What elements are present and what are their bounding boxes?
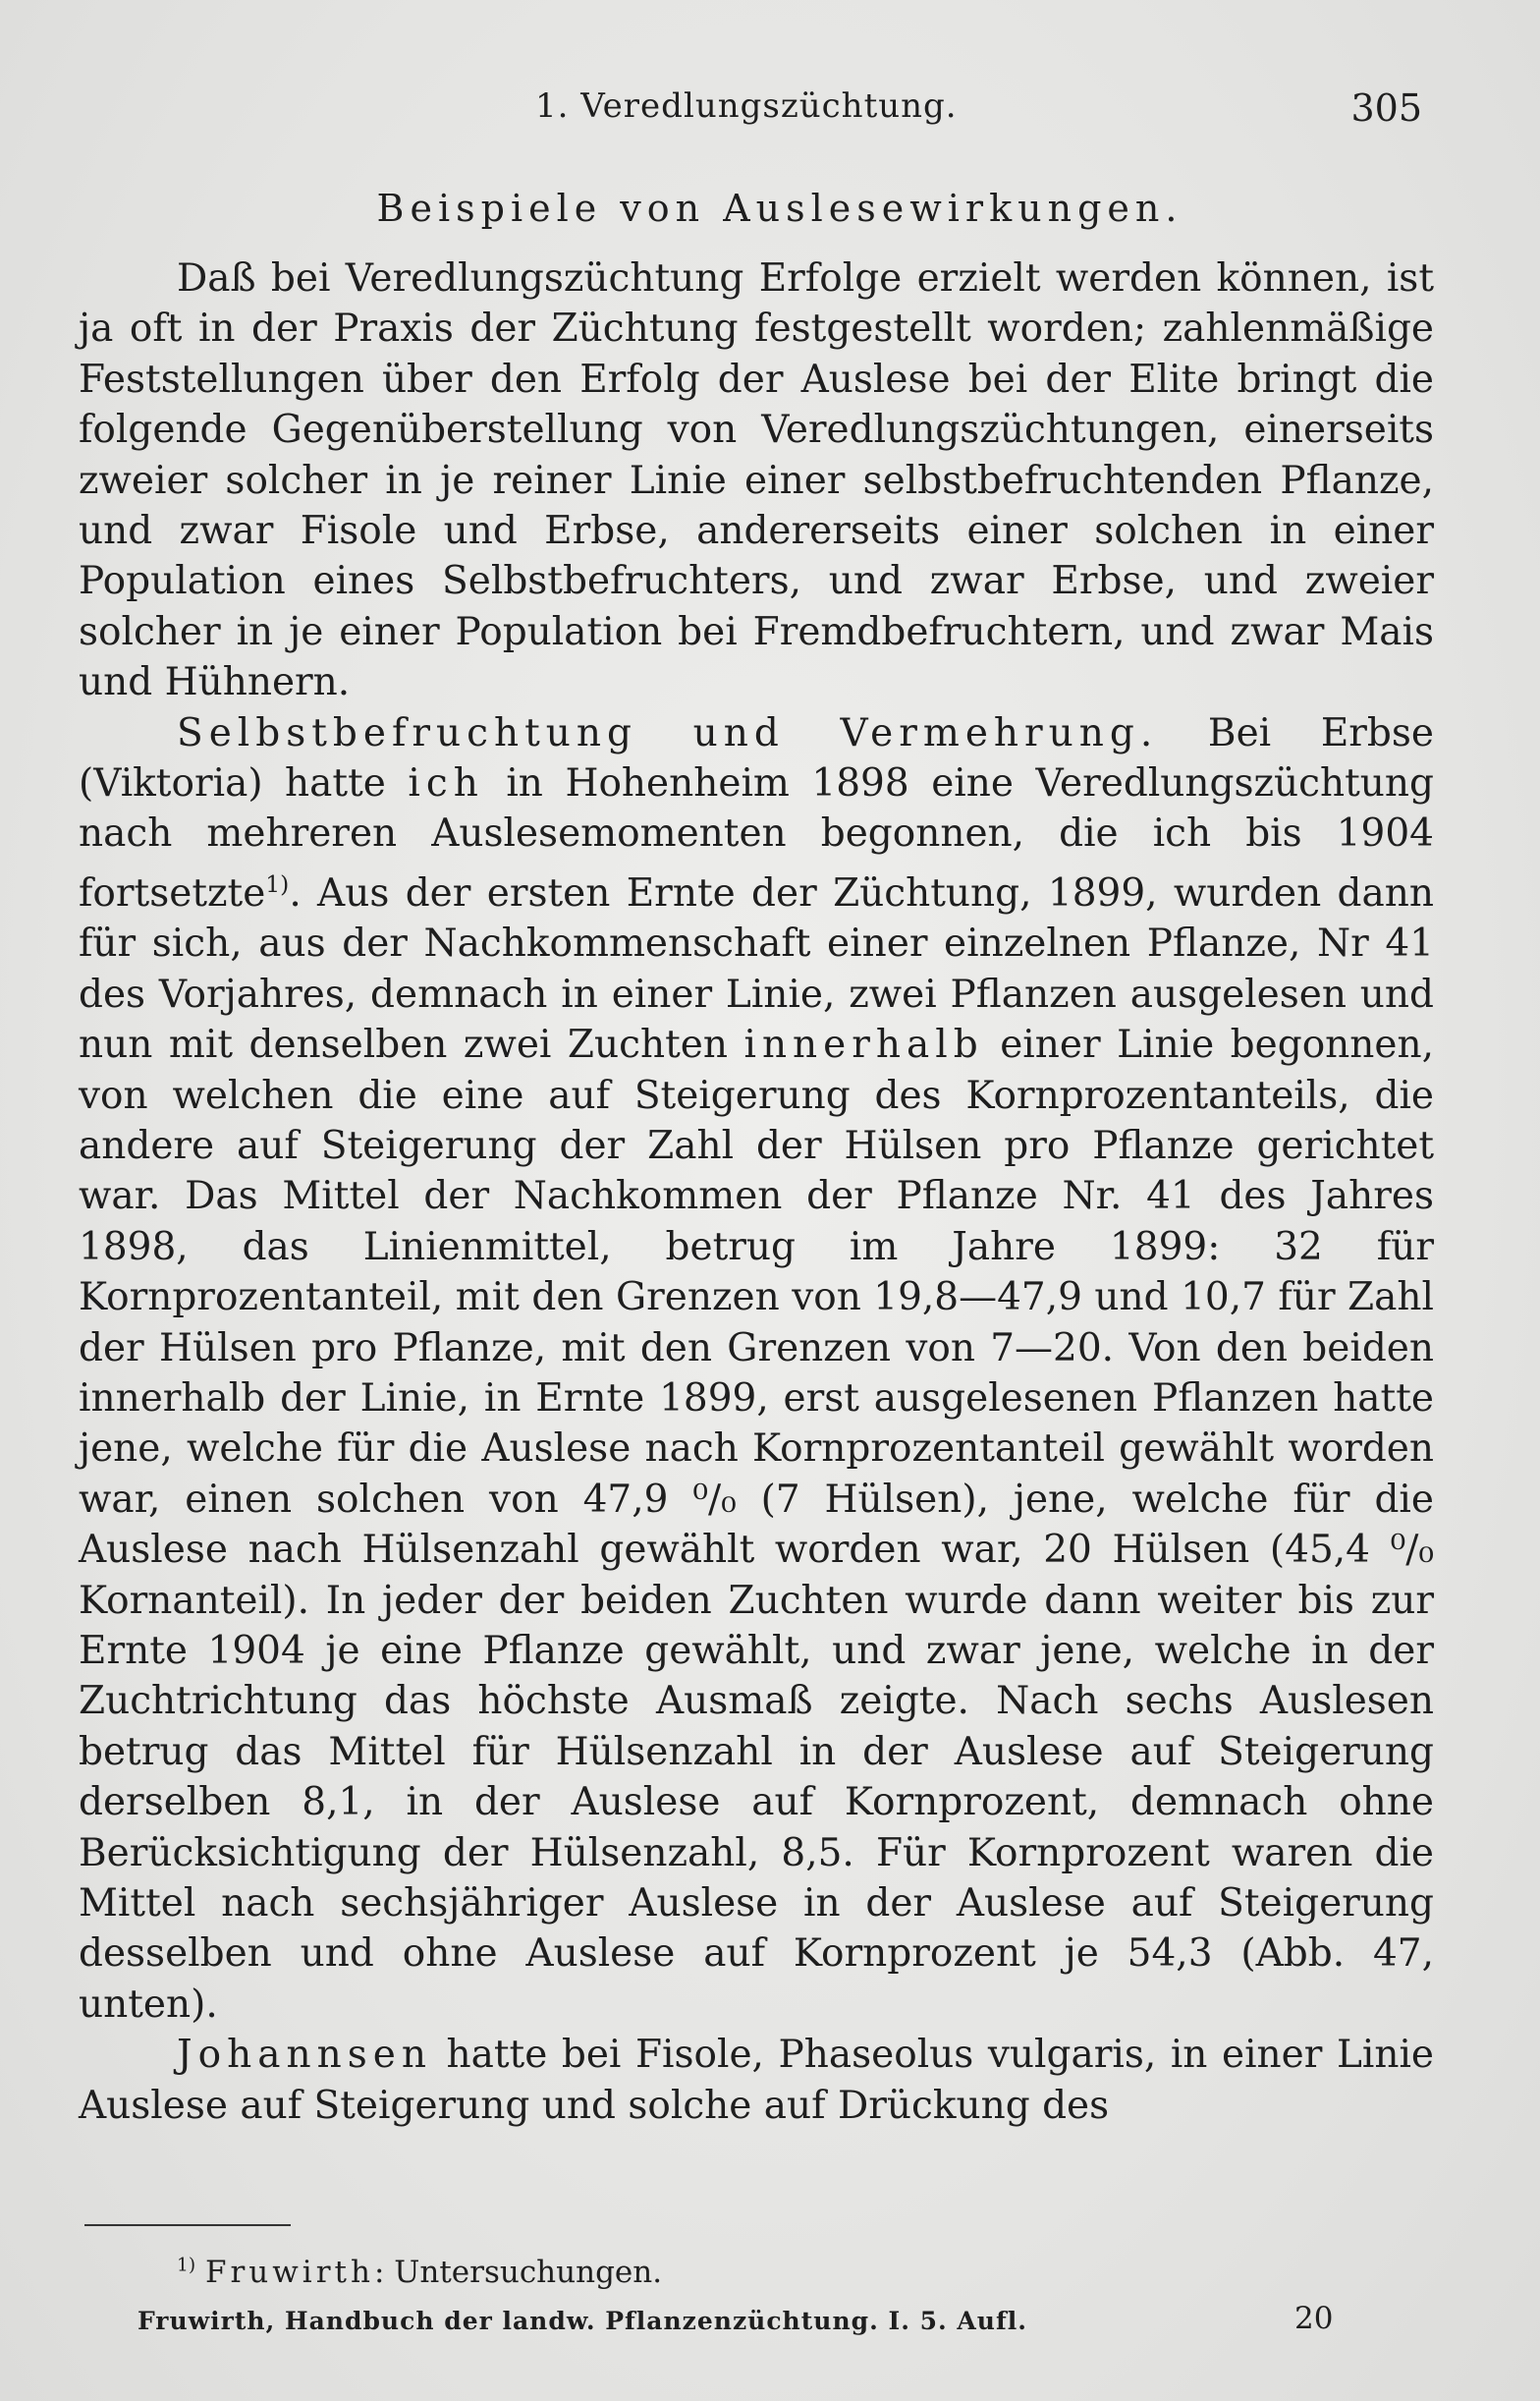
section-title: Beispiele von Auslesewirkungen. xyxy=(376,187,1183,230)
paragraph-2-text-a: Bei Erbse (Viktoria) hatte xyxy=(79,710,1434,807)
paragraph-2-text-b: in Hohenheim 1898 eine Veredlungszüchtung nach mehreren Auslesemomenten begonnen, die ich bis 1904 fortsetzte xyxy=(79,761,1435,916)
printer-signature: Fruwirth, Handbuch der landw. Pflanzenzüchtung. I. 5. Aufl. xyxy=(138,2307,1027,2335)
footnote-text: : Untersuchungen. xyxy=(373,2255,663,2290)
footnote-reference[interactable]: 1) xyxy=(265,869,290,898)
emphasis-ich: ich xyxy=(408,761,484,807)
paragraph-2-text-d: einer Linie begonnen, von welchen die eine auf Steigerung des Kornprozentanteils, die andere auf Steigerung der Zahl der Hülsen pro Pflanze gerichtet war. Das Mittel der Nachkommen der Pflanze Nr. 41 des Jahres 1898, das Linienmittel, betrug im Jahre 1899: 32 für Kornprozentanteil, mit den Grenzen von 19,8—47,9 und 10,7 für Zahl der Hülsen pro Pflanze, mit den Grenzen von 7—20. Von den beiden innerhalb der Linie, in Ernte 1899, erst ausgelesenen Pflanzen hatte jene, welche für die Auslese nach Kornprozentanteil gewählt worden war, einen solchen von 47,9 ⁰/₀ (7 Hülsen), jene, welche für die Auslese nach Hülsenzahl gewählt worden war, 20 Hülsen (45,4 ⁰/₀ Kornanteil). In jeder der beiden Zuchten wurde dann weiter bis zur Ernte 1904 je eine Pflanze gewählt, und zwar jene, welche in der Zuchtrichtung das höchste Ausmaß zeigte. Nach sechs Auslesen betrug das Mittel für Hülsenzahl in der Auslese auf Steigerung derselben 8,1, in der Auslese auf Kornprozent, demnach ohne Berücksichtigung der Hülsenzahl, 8,5. Für Kornprozent waren die Mittel nach sechsjähriger Auslese in der Auslese auf Steigerung desselben und ohne Auslese auf Kornprozent je 54,3 (Abb. 47, unten). xyxy=(79,1023,1435,2027)
footnote-marker: 1) xyxy=(177,2255,196,2276)
body-text xyxy=(79,253,1434,2131)
running-title: 1. Veredlungszüchtung. xyxy=(535,86,958,126)
sheet-number: 20 xyxy=(1294,2301,1334,2336)
footnote xyxy=(177,2255,662,2290)
paragraph-1: Daß bei Veredlungszüchtung Erfolge erzielt werden können, ist ja oft in der Praxis der Züchtung festgestellt worden; zahlenmäßige Feststellungen über den Erfolg der Auslese bei der Elite bringt die folgende Gegenüberstellung von Veredlungszüchtungen, einerseits zweier solcher in je reiner Linie einer selbstbefruchtenden Pflanze, und zwar Fisole und Erbse, andererseits einer solchen in einer Population eines Selbstbefruchters, und zwar Erbse, und zweier solcher in je einer Population bei Fremdbefruchtern, und zwar Mais und Hühnern. xyxy=(79,256,1434,705)
paragraph-3 xyxy=(79,2030,1434,2131)
paragraph-3-lead: Johannsen xyxy=(177,2033,432,2078)
emphasis-innerhalb: innerhalb xyxy=(743,1023,984,1068)
paragraph-2 xyxy=(79,708,1434,2031)
paragraph-3-text: hatte bei Fisole, Phaseolus vulgaris, in einer Linie Auslese auf Steigerung und solche auf Drückung des xyxy=(79,2033,1434,2128)
footnote-divider xyxy=(84,2224,291,2226)
paragraph-2-lead: Selbstbefruchtung und Vermehrung. xyxy=(177,710,1159,755)
paragraph-2-text-c: . Aus der ersten Ernte der Züchtung, 1899, wurden dann für sich, aus der Nachkommenschaft einer einzelnen Pflanze, Nr 41 des Vorjahres, demnach in einer Linie, zwei Pflanzen ausgelesen und nun mit denselben zwei Zuchten xyxy=(79,870,1434,1068)
page-number: 305 xyxy=(1350,86,1422,130)
footnote-author: Fruwirth xyxy=(204,2255,374,2290)
